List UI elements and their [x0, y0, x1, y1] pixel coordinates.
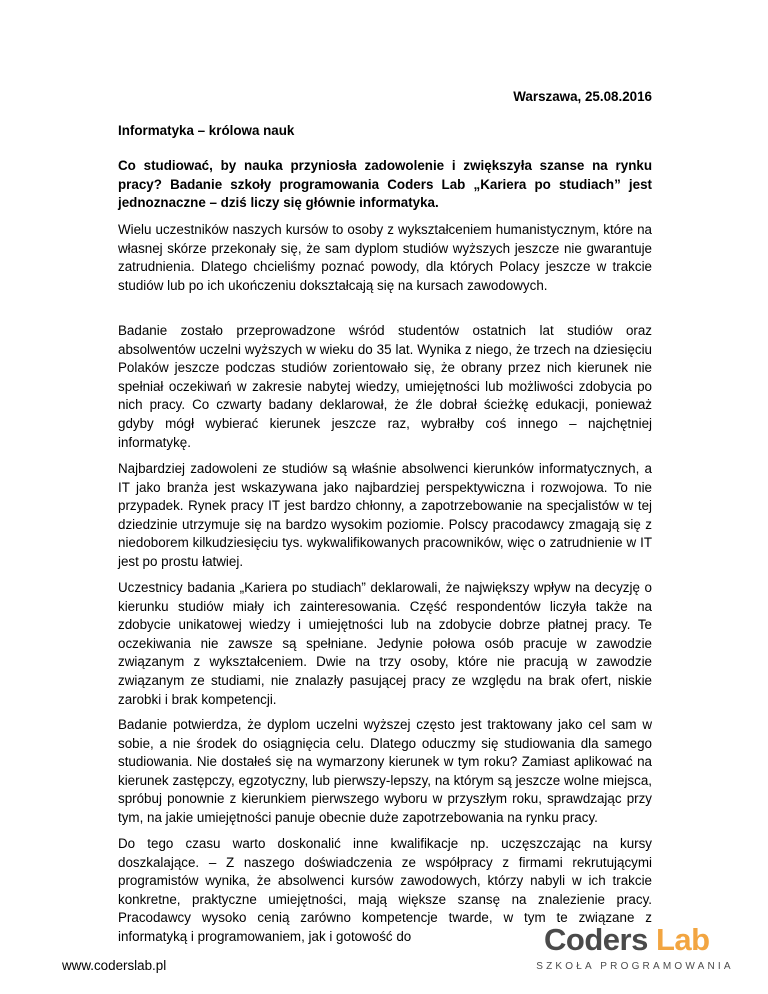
- body-paragraph-1: Wielu uczestników naszych kursów to osoby z wykształceniem humanistycznym, które na własnej skórze przekonały się, że sam dyplom studiów wyższych jeszcze nie gwarantuje zatrudnienia. Dlatego chcieliśmy poznać powody, dla których Polacy jeszcze w trakcie studiów lub po ich ukończeniu dokształcają się na kursach zawodowych.: [118, 222, 652, 293]
- document-date: Warszawa, 25.08.2016: [513, 89, 652, 104]
- body-paragraph-3: Najbardziej zadowoleni ze studiów są właśnie absolwenci kierunków informatycznych, a IT jako branża jest wskazywana jako najbardziej perspektywiczna i rozwojowa. To nie przypadek. Rynek pracy IT jest bardzo chłonny, a zapotrzebowanie na specjalistów w tej dziedzinie utrzymuje się na bardzo wysokim poziomie. Polscy pracodawcy zmagają się z niedoborem kilkudziesięciu tys. wykwalifikowanych pracowników, więc o zatrudnienie w IT jest po prostu łatwiej.: [118, 461, 652, 569]
- body-paragraph-2: Badanie zostało przeprowadzone wśród studentów ostatnich lat studiów oraz absolwentów uczelni wyższych w wieku do 35 lat. Wynika z niego, że trzech na dziesięciu Polaków jeszcze podczas studiów zorientowało się, że obrany przez nich kierunek nie spełniał oczekiwań w zakresie nabytej wiedzy, umiejętności lub możliwości zdobycia po nich pracy. Co czwarty badany deklarował, że źle dobrał ścieżkę edukacji, ponieważ gdyby mógł wybierać kierunek jeszcze raz, wybrałby coś innego – najchętniej informatykę.: [118, 323, 652, 450]
- body-paragraph-4: Uczestnicy badania „Kariera po studiach” deklarowali, że największy wpływ na decyzję o kierunku studiów miały ich zainteresowania. Część respondentów liczyła także na zdobycie unikatowej wiedzy i umiejętności lub na zdobycie dobrze płatnej pracy. Te oczekiwania nie zawsze są spełniane. Jedynie połowa osób pracuje w zawodzie związanym z wykształceniem. Dwie na trzy osoby, które nie pracują w zawodzie związanym ze studiami, nie znalazły pasującej pracy ze względu na brak ofert, niskie zarobki i brak kompetencji.: [118, 580, 652, 707]
- document-title: Informatyka – królowa nauk: [118, 123, 295, 138]
- footer-url: www.coderslab.pl: [62, 958, 167, 973]
- coders-lab-logo: [530, 922, 740, 974]
- logo-word-lab: Lab: [655, 922, 710, 957]
- lead-paragraph: Co studiować, by nauka przyniosła zadowolenie i zwiększyła szanse na rynku pracy? Badanie szkoły programowania Coders Lab „Kariera po studiach” jest jednoznaczne – dziś liczy się głównie informatyka.: [118, 158, 652, 211]
- logo-tagline: SZKOŁA PROGRAMOWANIA: [536, 961, 734, 972]
- body-paragraph-5: Badanie potwierdza, że dyplom uczelni wyższej często jest traktowany jako cel sam w sobie, a nie środek do osiągnięcia celu. Dlatego oduczmy się studiowania dla samego studiowania. Nie dostałeś się na wymarzony kierunek w tym roku? Zamiast aplikować na kierunek zastępczy, egzotyczny, lub pierwszy-lepszy, na którym są jeszcze wolne miejsca, spróbuj ponownie z kierunkiem pierwszego wyboru w przyszłym roku, sprawdzając przy tym, na jakie umiejętności panuje obecnie duże zapotrzebowania na rynku pracy.: [118, 717, 652, 825]
- logo-word-coders: Coders: [544, 922, 648, 957]
- body-paragraph-6: Do tego czasu warto doskonalić inne kwalifikacje np. uczęszczając na kursy doszkalające. – Z naszego doświadczenia ze współpracy z firmami rekrutującymi programistów wynika, że absolwenci kursów zawodowych, którzy nabyli w ich trakcie konkretne, praktyczne umiejętności, mają większe szansę na znalezienie pracy. Pracodawcy wysoko cenią zarówno kompetencje twarde, w tym te związane z informatyką i programowaniem, jak i gotowość do: [118, 836, 652, 944]
